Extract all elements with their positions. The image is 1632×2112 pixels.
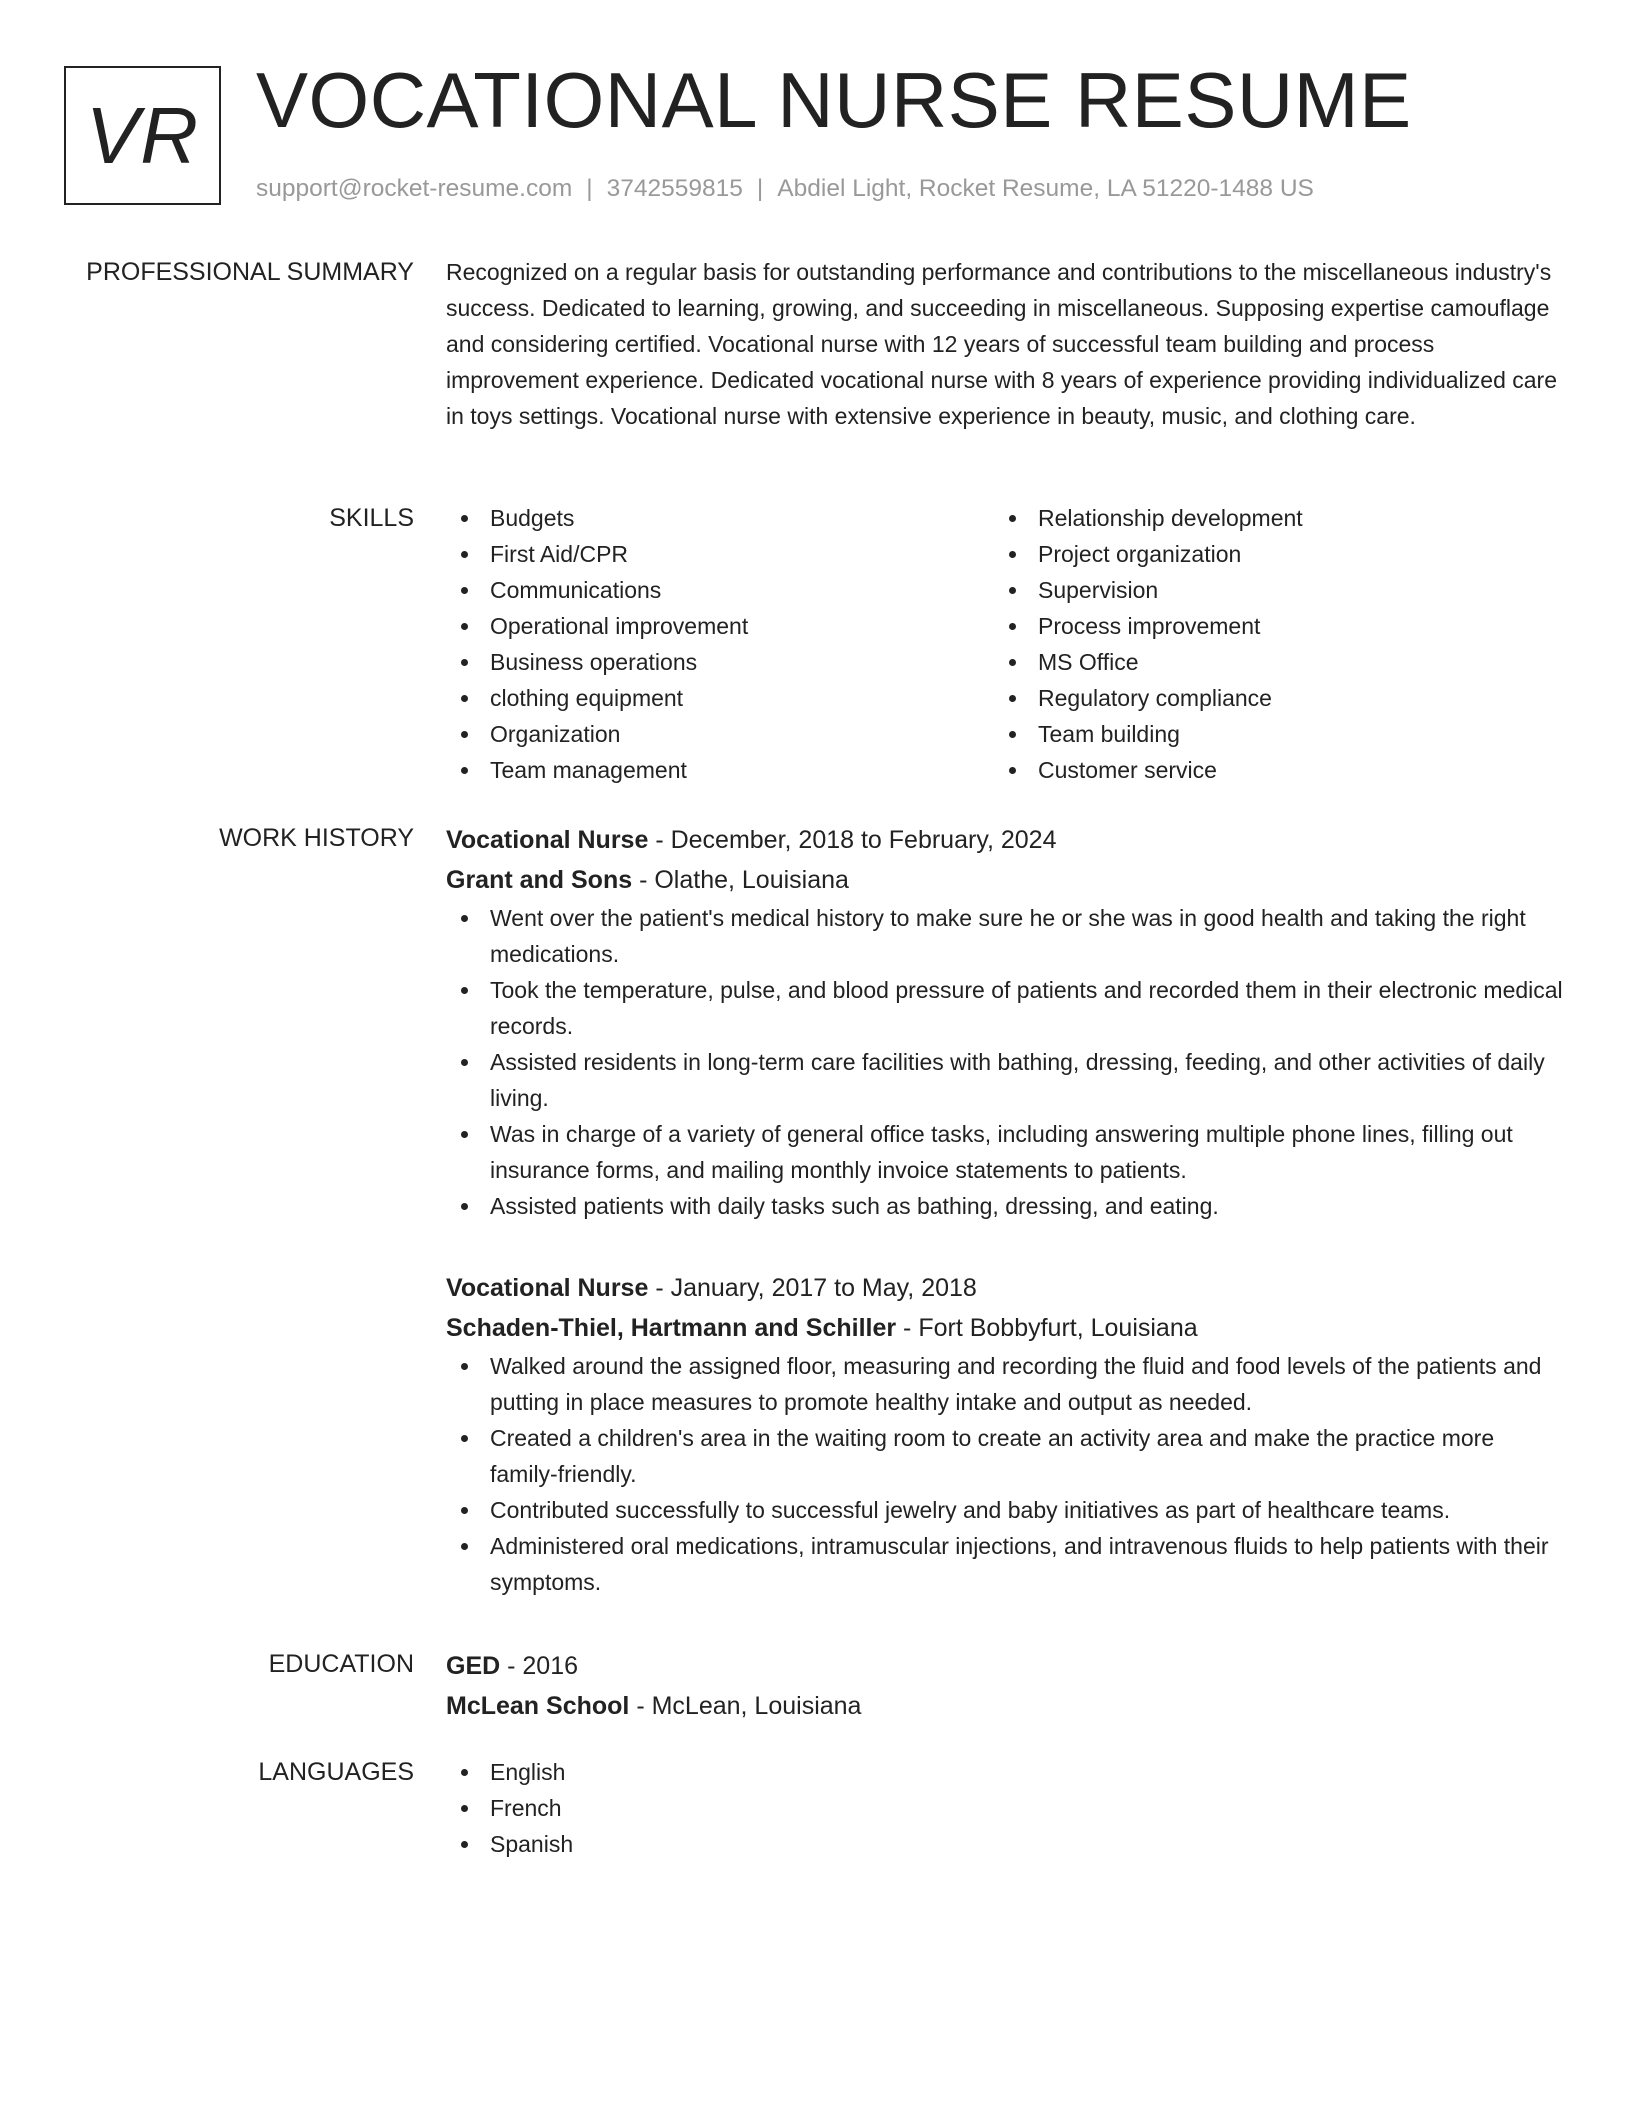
skill-item: Customer service [994, 752, 1542, 788]
job-duty: Contributed successfully to successful jewelry and baby initiatives as part of healthcare teams. [446, 1492, 1564, 1528]
contact-address: Abdiel Light, Rocket Resume, LA 51220-1488 US [777, 175, 1314, 202]
job-duty: Created a children's area in the waiting room to create an activity area and make the practice more family-friendly. [446, 1420, 1564, 1492]
language-item: English [446, 1754, 1564, 1790]
skills-list-left [446, 500, 994, 788]
skill-item: MS Office [994, 644, 1542, 680]
job-entry [446, 1268, 1564, 1600]
section-label: PROFESSIONAL SUMMARY [86, 258, 414, 286]
section-label: WORK HISTORY [219, 824, 414, 852]
section-label: SKILLS [329, 504, 414, 532]
contact-line [256, 174, 1314, 204]
skill-item: Supervision [994, 572, 1542, 608]
job-duty: Assisted residents in long-term care facilities with bathing, dressing, feeding, and other activities of daily living. [446, 1044, 1564, 1116]
job-duty: Took the temperature, pulse, and blood pressure of patients and recorded them in their electronic medical records. [446, 972, 1564, 1044]
monogram-badge [64, 66, 221, 205]
section-label: EDUCATION [268, 1650, 414, 1678]
job-company-line [446, 860, 1564, 900]
language-item: Spanish [446, 1826, 1564, 1862]
education-degree: GED [446, 1652, 501, 1680]
job-duty: Walked around the assigned floor, measuring and recording the fluid and food levels of the patients and putting in place measures to promote healthy intake and output as needed. [446, 1348, 1564, 1420]
languages-list [446, 1754, 1564, 1862]
skill-item: Organization [446, 716, 994, 752]
section-label: LANGUAGES [258, 1758, 414, 1786]
education-school-line [446, 1686, 1564, 1726]
education-school: McLean School [446, 1692, 630, 1720]
job-location: - Fort Bobbyfurt, Louisiana [896, 1314, 1198, 1342]
contact-email: support@rocket-resume.com [256, 175, 573, 202]
job-company: Grant and Sons [446, 866, 633, 894]
language-item: French [446, 1790, 1564, 1826]
education-degree-line [446, 1646, 1564, 1686]
job-duties-list [446, 900, 1564, 1224]
job-title-line [446, 820, 1564, 860]
job-duties-list [446, 1348, 1564, 1600]
contact-phone: 3742559815 [606, 175, 743, 202]
skill-item: Project organization [994, 536, 1542, 572]
contact-separator: | [756, 175, 764, 202]
skill-item: Communications [446, 572, 994, 608]
education-year: - 2016 [500, 1652, 579, 1680]
skill-item: clothing equipment [446, 680, 994, 716]
skill-item: Budgets [446, 500, 994, 536]
skill-item: Team management [446, 752, 994, 788]
monogram-initials: VR [85, 90, 200, 180]
skill-item: Relationship development [994, 500, 1542, 536]
skill-item: First Aid/CPR [446, 536, 994, 572]
skill-item: Business operations [446, 644, 994, 680]
skill-item: Operational improvement [446, 608, 994, 644]
job-duty: Assisted patients with daily tasks such as bathing, dressing, and eating. [446, 1188, 1564, 1224]
skill-item: Process improvement [994, 608, 1542, 644]
job-duty: Went over the patient's medical history to make sure he or she was in good health and taking the right medications. [446, 900, 1564, 972]
skill-item: Regulatory compliance [994, 680, 1542, 716]
summary-text: Recognized on a regular basis for outstanding performance and contributions to the miscellaneous industry's success. Dedicated to learning, growing, and succeeding in miscellaneous. Supposing expertise camouflage and considering certified. Vocational nurse with 12 years of successful team building and process improvement experience. Dedicated vocational nurse with 8 years of experience providing individualized care in toys settings. Vocational nurse with extensive experience in beauty, music, and clothing care. [446, 259, 1557, 429]
skill-item: Team building [994, 716, 1542, 752]
job-duty: Was in charge of a variety of general office tasks, including answering multiple phone lines, filling out insurance forms, and mailing monthly invoice statements to patients. [446, 1116, 1564, 1188]
job-title: Vocational Nurse [446, 826, 649, 854]
job-company: Schaden-Thiel, Hartmann and Schiller [446, 1314, 897, 1342]
education-location: - McLean, Louisiana [629, 1692, 862, 1720]
job-location: - Olathe, Louisiana [632, 866, 849, 894]
job-title: Vocational Nurse [446, 1274, 649, 1302]
job-dates: - January, 2017 to May, 2018 [648, 1274, 977, 1302]
job-title-line [446, 1268, 1564, 1308]
skills-list-right [994, 500, 1542, 788]
job-company-line [446, 1308, 1564, 1348]
resume-title: VOCATIONAL NURSE RESUME [256, 56, 1412, 144]
job-duty: Administered oral medications, intramuscular injections, and intravenous fluids to help patients with their symptoms. [446, 1528, 1564, 1600]
job-dates: - December, 2018 to February, 2024 [648, 826, 1057, 854]
contact-separator: | [586, 175, 593, 202]
job-entry [446, 820, 1564, 1224]
